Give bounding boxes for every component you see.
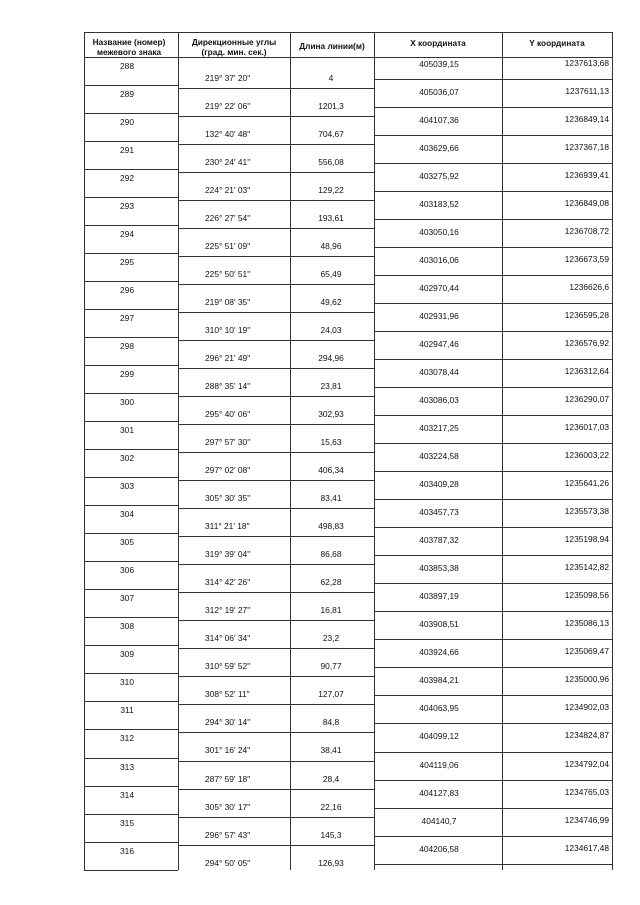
segment-row-line xyxy=(178,452,374,453)
point-name: 308 xyxy=(120,621,134,632)
direction-angle: 310° 10' 19" xyxy=(205,325,251,336)
x-coordinate: 403409,28 xyxy=(419,479,459,490)
coord-row-line xyxy=(374,275,612,276)
y-coordinate: 1236312,64 xyxy=(564,366,609,377)
direction-angle: 132° 40' 48" xyxy=(205,129,251,140)
point-name: 300 xyxy=(120,397,134,408)
direction-angle: 230° 24' 41" xyxy=(205,157,251,168)
y-coordinate: 1236939,41 xyxy=(564,170,609,181)
point-name: 298 xyxy=(120,341,134,352)
line-length: 126,93 xyxy=(318,857,344,868)
y-coordinate: 1236626,6 xyxy=(569,282,609,293)
line-length: 84,8 xyxy=(322,717,340,728)
x-coordinate: 403016,06 xyxy=(419,255,459,266)
direction-angle: 296° 21' 49" xyxy=(205,353,251,364)
coord-row-line xyxy=(374,415,612,416)
name-row-line xyxy=(84,701,178,702)
y-coordinate: 1236849,14 xyxy=(564,114,609,125)
x-coordinate: 404206,58 xyxy=(419,843,459,854)
y-coordinate: 1234746,99 xyxy=(564,814,609,825)
direction-angle: 288° 35' 14" xyxy=(205,381,251,392)
line-length: 127,07 xyxy=(318,689,344,700)
name-row-line xyxy=(84,337,178,338)
coord-row-line xyxy=(374,695,612,696)
coord-row-line xyxy=(374,499,612,500)
segment-row-line xyxy=(178,761,374,762)
y-coordinate: 1236673,59 xyxy=(564,254,609,265)
y-coordinate: 1234902,03 xyxy=(564,702,609,713)
coord-row-line xyxy=(374,836,612,837)
coord-row-line xyxy=(374,191,612,192)
name-row-line xyxy=(84,870,178,871)
segment-row-line xyxy=(178,88,374,89)
header-length: Длина линии(м) xyxy=(299,41,365,51)
x-coordinate: 403853,38 xyxy=(419,563,459,574)
header-y: Y координата xyxy=(529,38,585,48)
col-line-5 xyxy=(612,32,613,870)
x-coordinate: 403224,58 xyxy=(419,451,459,462)
y-coordinate: 1237611,13 xyxy=(565,86,609,97)
coord-row-line xyxy=(374,864,612,865)
segment-row-line xyxy=(178,256,374,257)
segment-row-line xyxy=(178,228,374,229)
direction-angle: 310° 59' 52" xyxy=(205,661,251,672)
segment-row-line xyxy=(178,200,374,201)
segment-row-line xyxy=(178,144,374,145)
segment-row-line xyxy=(178,620,374,621)
name-row-line xyxy=(84,533,178,534)
y-coordinate: 1236595,28 xyxy=(564,310,609,321)
line-length: 16,81 xyxy=(320,605,342,616)
point-name: 310 xyxy=(120,677,134,688)
point-name: 313 xyxy=(120,761,134,772)
x-coordinate: 403086,03 xyxy=(419,395,459,406)
direction-angle: 224° 21' 03" xyxy=(205,185,251,196)
coord-row-line xyxy=(374,107,612,108)
y-coordinate: 1235573,38 xyxy=(564,506,609,517)
y-coordinate: 1234824,87 xyxy=(564,730,609,741)
line-length: 83,41 xyxy=(320,493,342,504)
line-length: 24,03 xyxy=(320,325,342,336)
coord-row-line xyxy=(374,219,612,220)
coord-row-line xyxy=(374,752,612,753)
x-coordinate: 403217,25 xyxy=(419,423,459,434)
direction-angle: 225° 50' 51" xyxy=(205,269,251,280)
x-coordinate: 403984,21 xyxy=(419,675,459,686)
point-name: 291 xyxy=(120,145,134,156)
segment-row-line xyxy=(178,676,374,677)
point-name: 289 xyxy=(120,89,134,100)
segment-row-line xyxy=(178,536,374,537)
name-row-line xyxy=(84,589,178,590)
direction-angle: 319° 39' 04" xyxy=(205,549,251,560)
segment-row-line xyxy=(178,592,374,593)
direction-angle: 297° 57' 30" xyxy=(205,437,251,448)
direction-angle: 312° 19' 27" xyxy=(205,605,251,616)
coord-row-line xyxy=(374,303,612,304)
name-row-line xyxy=(84,225,178,226)
y-coordinate: 1235069,47 xyxy=(564,646,609,657)
y-coordinate: 1235641,26 xyxy=(564,478,609,489)
header-top-line xyxy=(84,32,612,33)
direction-angle: 296° 57' 43" xyxy=(205,829,251,840)
coord-row-line xyxy=(374,639,612,640)
point-name: 307 xyxy=(120,593,134,604)
name-row-line xyxy=(84,309,178,310)
line-length: 145,3 xyxy=(320,829,342,840)
segment-row-line xyxy=(178,312,374,313)
x-coordinate: 403183,52 xyxy=(419,199,459,210)
name-row-line xyxy=(84,253,178,254)
point-name: 314 xyxy=(120,789,134,800)
line-length: 302,93 xyxy=(318,409,344,420)
direction-angle: 305° 30' 35" xyxy=(205,493,251,504)
coord-row-line xyxy=(374,387,612,388)
coord-row-line xyxy=(374,611,612,612)
x-coordinate: 404127,83 xyxy=(419,787,459,798)
name-row-line xyxy=(84,645,178,646)
x-coordinate: 404063,95 xyxy=(419,703,459,714)
line-length: 704,67 xyxy=(318,129,344,140)
y-coordinate: 1236849,08 xyxy=(564,198,609,209)
line-length: 193,61 xyxy=(318,213,344,224)
point-name: 296 xyxy=(120,285,134,296)
col-line-1 xyxy=(178,32,179,870)
line-length: 48,96 xyxy=(320,241,342,252)
point-name: 316 xyxy=(120,845,134,856)
direction-angle: 287° 59' 18" xyxy=(205,773,251,784)
y-coordinate: 1234792,04 xyxy=(564,758,609,769)
line-length: 23,81 xyxy=(320,381,342,392)
direction-angle: 219° 22' 06" xyxy=(205,101,251,112)
y-coordinate: 1235098,56 xyxy=(564,590,609,601)
line-length: 86,68 xyxy=(320,549,342,560)
coord-row-line xyxy=(374,247,612,248)
x-coordinate: 405039,15 xyxy=(419,59,459,69)
coord-row-line xyxy=(374,135,612,136)
name-row-line xyxy=(84,842,178,843)
point-name: 301 xyxy=(120,425,134,436)
direction-angle: 219° 08' 35" xyxy=(205,297,251,308)
coord-row-line xyxy=(374,359,612,360)
name-row-line xyxy=(84,729,178,730)
line-length: 498,83 xyxy=(318,521,344,532)
point-name: 302 xyxy=(120,453,134,464)
coord-row-line xyxy=(374,163,612,164)
x-coordinate: 403629,66 xyxy=(419,143,459,154)
direction-angle: 314° 42' 26" xyxy=(205,577,251,588)
point-name: 305 xyxy=(120,537,134,548)
segment-row-line xyxy=(178,172,374,173)
point-name: 297 xyxy=(120,313,134,324)
line-length: 49,62 xyxy=(320,297,342,308)
name-row-line xyxy=(84,617,178,618)
segment-row-line xyxy=(178,789,374,790)
name-row-line xyxy=(84,141,178,142)
x-coordinate: 403078,44 xyxy=(419,367,459,378)
segment-row-line xyxy=(178,284,374,285)
segment-row-line xyxy=(178,116,374,117)
x-coordinate: 403457,73 xyxy=(419,507,459,518)
coord-row-line xyxy=(374,79,612,80)
coord-row-line xyxy=(374,555,612,556)
coord-row-line xyxy=(374,471,612,472)
y-coordinate: 1234765,03 xyxy=(564,786,609,797)
name-row-line xyxy=(84,477,178,478)
header-name: Название (номер) межевого знака xyxy=(92,37,166,57)
x-coordinate: 403908,51 xyxy=(419,619,459,630)
line-length: 406,34 xyxy=(318,465,344,476)
y-coordinate: 1236576,92 xyxy=(564,338,609,349)
x-coordinate: 403897,19 xyxy=(419,591,459,602)
y-coordinate: 1236017,03 xyxy=(564,422,609,433)
x-coordinate: 402947,46 xyxy=(419,339,459,350)
direction-angle: 226° 27' 54" xyxy=(205,213,251,224)
name-row-line xyxy=(84,449,178,450)
direction-angle: 314° 06' 34" xyxy=(205,633,251,644)
segment-row-line xyxy=(178,817,374,818)
direction-angle: 219° 37' 20" xyxy=(205,73,251,83)
segment-row-line xyxy=(178,845,374,846)
line-length: 38,41 xyxy=(320,745,342,756)
line-length: 15,63 xyxy=(320,437,342,448)
x-coordinate: 402931,96 xyxy=(419,311,459,322)
point-name: 315 xyxy=(120,817,134,828)
y-coordinate: 1237613,68 xyxy=(564,58,609,68)
segment-row-line xyxy=(178,340,374,341)
point-name: 299 xyxy=(120,369,134,380)
name-row-line xyxy=(84,673,178,674)
name-row-line xyxy=(84,113,178,114)
coord-row-line xyxy=(374,723,612,724)
line-length: 28,4 xyxy=(322,773,340,784)
coord-row-line xyxy=(374,443,612,444)
line-length: 65,49 xyxy=(320,269,342,280)
segment-row-line xyxy=(178,396,374,397)
point-name: 290 xyxy=(120,117,134,128)
coord-row-line xyxy=(374,527,612,528)
line-length: 294,96 xyxy=(318,353,344,364)
line-length: 129,22 xyxy=(318,185,344,196)
y-coordinate: 1235142,82 xyxy=(564,562,609,573)
y-coordinate: 1235000,96 xyxy=(564,674,609,685)
x-coordinate: 404140,7 xyxy=(421,815,457,826)
direction-angle: 305° 30' 17" xyxy=(205,801,251,812)
point-name: 304 xyxy=(120,509,134,520)
y-coordinate: 1234617,48 xyxy=(564,842,609,853)
x-coordinate: 403275,92 xyxy=(419,171,459,182)
name-row-line xyxy=(84,758,178,759)
line-length: 4 xyxy=(328,73,334,83)
point-name: 295 xyxy=(120,257,134,268)
segment-row-line xyxy=(178,704,374,705)
name-row-line xyxy=(84,505,178,506)
x-coordinate: 403924,66 xyxy=(419,647,459,658)
direction-angle: 294° 30' 14" xyxy=(205,717,251,728)
name-row-line xyxy=(84,365,178,366)
name-row-line xyxy=(84,421,178,422)
point-name: 312 xyxy=(120,733,134,744)
direction-angle: 295° 40' 06" xyxy=(205,409,251,420)
header-angle: Дирекционные углы (град. мин. сек.) xyxy=(191,37,277,57)
segment-row-line xyxy=(178,648,374,649)
segment-row-line xyxy=(178,480,374,481)
direction-angle: 301° 16' 24" xyxy=(205,745,251,756)
line-length: 23,2 xyxy=(322,633,340,644)
point-name: 288 xyxy=(120,61,134,71)
coord-row-line xyxy=(374,667,612,668)
col-line-0 xyxy=(84,32,85,870)
point-name: 303 xyxy=(120,481,134,492)
x-coordinate: 404099,12 xyxy=(419,731,459,742)
x-coordinate: 403787,32 xyxy=(419,535,459,546)
col-line-3 xyxy=(374,32,375,870)
direction-angle: 308° 52' 11" xyxy=(205,689,250,700)
name-row-line xyxy=(84,393,178,394)
x-coordinate: 403050,16 xyxy=(419,227,459,238)
point-name: 292 xyxy=(120,173,134,184)
direction-angle: 297° 02' 08" xyxy=(205,465,251,476)
header-x: X координата xyxy=(410,38,466,48)
y-coordinate: 1236003,22 xyxy=(564,450,609,461)
name-row-line xyxy=(84,85,178,86)
segment-row-line xyxy=(178,508,374,509)
name-row-line xyxy=(84,197,178,198)
x-coordinate: 404119,06 xyxy=(419,759,459,770)
line-length: 62,28 xyxy=(320,577,342,588)
direction-angle: 225° 51' 09" xyxy=(205,241,251,252)
segment-row-line xyxy=(178,368,374,369)
point-name: 309 xyxy=(120,649,134,660)
name-row-line xyxy=(84,786,178,787)
y-coordinate: 1236708,72 xyxy=(564,226,609,237)
x-coordinate: 405036,07 xyxy=(419,87,459,98)
coord-row-line xyxy=(374,331,612,332)
y-coordinate: 1235198,94 xyxy=(564,534,609,545)
coord-row-line xyxy=(374,808,612,809)
line-length: 1201,3 xyxy=(318,101,344,112)
line-length: 90,77 xyxy=(320,661,342,672)
y-coordinate: 1235086,13 xyxy=(564,618,609,629)
y-coordinate: 1237367,18 xyxy=(564,142,609,153)
line-length: 22,16 xyxy=(320,801,342,812)
coord-row-line xyxy=(374,583,612,584)
y-coordinate: 1236290,07 xyxy=(564,394,609,405)
coord-row-line xyxy=(374,780,612,781)
name-row-line xyxy=(84,814,178,815)
name-row-line xyxy=(84,169,178,170)
point-name: 294 xyxy=(120,229,134,240)
name-row-line xyxy=(84,281,178,282)
point-name: 293 xyxy=(120,201,134,212)
point-name: 306 xyxy=(120,565,134,576)
direction-angle: 311° 21' 18" xyxy=(205,521,250,532)
line-length: 556,08 xyxy=(318,157,344,168)
segment-row-line xyxy=(178,564,374,565)
x-coordinate: 402970,44 xyxy=(419,283,459,294)
name-row-line xyxy=(84,561,178,562)
col-line-4 xyxy=(502,32,503,870)
segment-row-line xyxy=(178,732,374,733)
segment-row-line xyxy=(178,424,374,425)
x-coordinate: 404107,36 xyxy=(419,115,459,126)
direction-angle: 294° 50' 05" xyxy=(205,857,251,868)
point-name: 311 xyxy=(120,705,134,716)
